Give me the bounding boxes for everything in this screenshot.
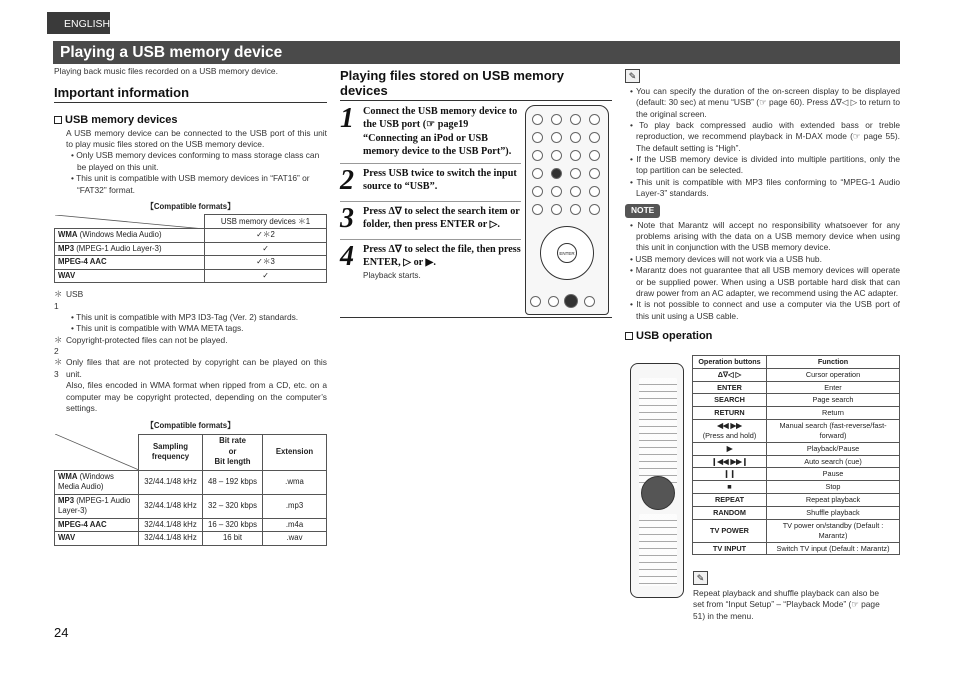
steps-heading: Playing files stored on USB memory devices bbox=[340, 69, 612, 101]
function-cell: Stop bbox=[767, 481, 900, 494]
table-row bbox=[55, 470, 327, 494]
remote-button-icon bbox=[532, 186, 543, 197]
remote-button-icon bbox=[570, 168, 581, 179]
diagonal-cell bbox=[55, 434, 139, 470]
table-cell: 32/44.1/48 kHz bbox=[139, 518, 203, 532]
function-cell: Cursor operation bbox=[767, 368, 900, 381]
play-button-icon bbox=[564, 294, 578, 308]
table-cell: .wav bbox=[263, 532, 327, 546]
table-cell: MPEG-4 AAC bbox=[55, 256, 205, 270]
remote-button-icon bbox=[551, 204, 562, 215]
button-cell: ❙❙ bbox=[693, 468, 767, 481]
usb-bullet: • This unit is compatible with USB memory devices in “FAT16” or “FAT32” format. bbox=[71, 173, 310, 195]
step-text: Press Δ∇ to select the file, then press ENTER, ▷ or ▶. bbox=[363, 244, 521, 269]
function-cell: Page search bbox=[767, 394, 900, 407]
table-cell: MP3 (MPEG-1 Audio Layer-3) bbox=[55, 242, 205, 256]
diagonal-line bbox=[55, 215, 205, 229]
col-operation: Operation buttons bbox=[693, 356, 767, 369]
bottom-note: Repeat playback and shuffle playback can also be set from “Input Setup” – “Playback Mode” (☞ page 51) in the menu. bbox=[693, 588, 880, 621]
enter-button-icon: ENTER bbox=[557, 243, 577, 263]
col-bitrate: Bit rate or Bit length bbox=[203, 434, 263, 470]
compatible-formats-table-1 bbox=[54, 214, 327, 283]
tip-item: • If the USB memory device is divided into multiple partitions, only the top partition can be selected. bbox=[630, 154, 900, 176]
remote-button-icon bbox=[589, 186, 600, 197]
function-cell: Enter bbox=[767, 381, 900, 394]
table-cell: 32 – 320 kbps bbox=[203, 494, 263, 518]
table-cell: WAV bbox=[55, 532, 139, 546]
page-subtitle: Playing back music files recorded on a USB memory device. bbox=[54, 66, 278, 76]
usb-operation-table bbox=[692, 355, 900, 555]
button-cell: TV INPUT bbox=[693, 542, 767, 555]
button-cell: ENTER bbox=[693, 381, 767, 394]
button-cell: Δ∇◁ ▷ bbox=[693, 368, 767, 381]
button-cell: SEARCH bbox=[693, 394, 767, 407]
remote-button-icon bbox=[532, 114, 543, 125]
usb-operation-heading: USB operation bbox=[636, 329, 713, 342]
table-row bbox=[55, 269, 327, 283]
table-row bbox=[55, 494, 327, 518]
important-heading: Important information bbox=[54, 86, 327, 103]
table-row bbox=[55, 532, 327, 546]
function-cell: Playback/Pause bbox=[767, 442, 900, 455]
tips-list bbox=[625, 86, 900, 199]
function-cell: Repeat playback bbox=[767, 494, 900, 507]
button-cell: TV POWER bbox=[693, 519, 767, 542]
table-row bbox=[693, 507, 900, 520]
cursor-ring-icon bbox=[641, 476, 675, 510]
remote-button-icon bbox=[589, 114, 600, 125]
remote-button-icon bbox=[589, 204, 600, 215]
table-cell: WMA (Windows Media Audio) bbox=[55, 470, 139, 494]
footnote-2: ＊2 Copyright-protected files can not be played. bbox=[54, 334, 228, 357]
table-cell: WAV bbox=[55, 269, 205, 283]
usb-bullet: • Only USB memory devices conforming to mass storage class can be played on this unit. bbox=[71, 150, 320, 172]
usb-devices-heading-row bbox=[54, 113, 327, 128]
step-number: 4 bbox=[340, 241, 354, 272]
remote-control-image bbox=[630, 363, 684, 598]
checkbox-icon bbox=[54, 116, 62, 124]
table-cell: .mp3 bbox=[263, 494, 327, 518]
button-cell: ■ bbox=[693, 481, 767, 494]
table-row bbox=[693, 368, 900, 381]
table-row bbox=[693, 542, 900, 555]
footnote-1: ＊1 USB bbox=[54, 289, 84, 311]
step-text: Press USB twice to switch the input source to “USB”. bbox=[363, 168, 517, 193]
table-cell: 32/44.1/48 kHz bbox=[139, 532, 203, 546]
footnote-3: ＊3 Only files that are not protected by copyright can be played on this unit. bbox=[54, 357, 327, 379]
table-row bbox=[693, 468, 900, 481]
table-row bbox=[693, 481, 900, 494]
table-row bbox=[693, 442, 900, 455]
remote-button-icon bbox=[532, 168, 543, 179]
warnings-list bbox=[625, 220, 900, 322]
remote-button-icon bbox=[570, 186, 581, 197]
function-cell: Switch TV input (Default : Marantz) bbox=[767, 542, 900, 555]
remote-button-icon bbox=[570, 204, 581, 215]
language-tab: ENGLISH bbox=[47, 12, 110, 34]
table-row bbox=[693, 519, 900, 542]
footnote-3-extra: Also, files encoded in WMA format when ripped from a CD, etc. on a computer may be copyright protected, depending on the computer’s settings. bbox=[66, 380, 327, 413]
compatible-formats-table-2 bbox=[54, 434, 327, 546]
table-cell: ✓ bbox=[205, 242, 327, 256]
table2-caption: 【Compatible formats】 bbox=[146, 421, 235, 431]
pencil-icon: ✎ bbox=[625, 69, 640, 83]
step-number: 2 bbox=[340, 165, 354, 196]
table-cell: MP3 (MPEG-1 Audio Layer-3) bbox=[55, 494, 139, 518]
table-row bbox=[693, 455, 900, 468]
remote-button-icon bbox=[532, 204, 543, 215]
left-column bbox=[54, 86, 327, 546]
remote-button-icon bbox=[570, 132, 581, 143]
footnote-bullet: • This unit is compatible with MP3 ID3-Tag (Ver. 2) standards. bbox=[71, 312, 299, 323]
usb-button-icon bbox=[551, 168, 562, 179]
remote-button-grid bbox=[639, 378, 677, 488]
remote-button-icon bbox=[551, 114, 562, 125]
note-badge: NOTE bbox=[625, 204, 660, 217]
remote-button-icon bbox=[551, 150, 562, 161]
table-row bbox=[693, 381, 900, 394]
pencil-icon: ✎ bbox=[693, 571, 708, 585]
footnotes bbox=[54, 289, 327, 414]
table-cell: 32/44.1/48 kHz bbox=[139, 494, 203, 518]
remote-illustration bbox=[525, 105, 609, 315]
col-sampling: Sampling frequency bbox=[139, 434, 203, 470]
step-text: Connect the USB memory device to the USB port (☞ page19 “Connecting an iPod or USB memory device to the USB Port”). bbox=[363, 106, 518, 157]
tip-item: • This unit is compatible with MP3 files conforming to “MPEG-1 Audio Layer-3” standards. bbox=[630, 176, 901, 199]
table-row bbox=[693, 394, 900, 407]
checkbox-icon bbox=[625, 332, 633, 340]
table-cell: ✓＊3 bbox=[205, 256, 327, 270]
usb-devices-intro: A USB memory device can be connected to the USB port of this unit to play music files stored on the USB memory device. bbox=[66, 127, 327, 150]
button-cell: ❙◀◀ ▶▶❙ bbox=[693, 455, 767, 468]
remote-button-icon bbox=[589, 168, 600, 179]
diagonal-cell bbox=[55, 215, 205, 229]
button-cell: REPEAT bbox=[693, 494, 767, 507]
page-number: 24 bbox=[54, 625, 69, 640]
table-cell: ✓ bbox=[205, 269, 327, 283]
warning-item: • Note that Marantz will accept no responsibility whatsoever for any problems arising with the data on a USB memory device when using this unit in conjunction with the USB memory device. bbox=[630, 219, 900, 253]
remote-button-icon bbox=[570, 114, 581, 125]
usb-operation-heading-row bbox=[625, 329, 900, 344]
remote-button-icon bbox=[532, 132, 543, 143]
table-cell: ✓＊2 bbox=[205, 229, 327, 243]
table-cell: MPEG-4 AAC bbox=[55, 518, 139, 532]
remote-button-icon bbox=[551, 132, 562, 143]
table1-caption: 【Compatible formats】 bbox=[146, 201, 235, 211]
button-cell: RETURN bbox=[693, 407, 767, 420]
table-row bbox=[55, 256, 327, 270]
table-cell: 48 – 192 kbps bbox=[203, 470, 263, 494]
table-row bbox=[693, 407, 900, 420]
function-cell: Return bbox=[767, 407, 900, 420]
step-3 bbox=[340, 202, 521, 240]
tip-item: • To play back compressed audio with extended bass or treble reproduction, we recommend playback in M-DAX mode (☞ page 55). The default setting is “High”. bbox=[630, 120, 901, 153]
col-function: Function bbox=[767, 356, 900, 369]
col-extension: Extension bbox=[263, 434, 327, 470]
step-text: Press Δ∇ to select the search item or folder, then press ENTER or ▷. bbox=[363, 206, 520, 231]
remote-buttons bbox=[526, 106, 609, 315]
table-row bbox=[55, 215, 327, 229]
function-cell: TV power on/standby (Default : Marantz) bbox=[767, 519, 900, 542]
remote-button-grid bbox=[639, 514, 677, 586]
table-row bbox=[55, 434, 327, 470]
table-row bbox=[693, 356, 900, 369]
remote-button-icon bbox=[548, 296, 559, 307]
table-cell: 16 bit bbox=[203, 532, 263, 546]
warning-item: • USB memory devices will not work via a USB hub. bbox=[630, 253, 822, 264]
right-column bbox=[625, 69, 900, 344]
warning-item: • It is not possible to connect and use a computer via the USB port of this unit using a USB cable. bbox=[630, 299, 900, 321]
remote-button-icon bbox=[570, 150, 581, 161]
function-cell: Pause bbox=[767, 468, 900, 481]
steps-list bbox=[340, 103, 521, 284]
table-cell: 32/44.1/48 kHz bbox=[139, 470, 203, 494]
middle-column bbox=[340, 69, 612, 101]
table-cell: WMA (Windows Media Audio) bbox=[55, 229, 205, 243]
page-title: Playing a USB memory device bbox=[53, 41, 900, 64]
table-header: USB memory devices ＊1 bbox=[205, 215, 327, 229]
table-row bbox=[55, 518, 327, 532]
step-number: 3 bbox=[340, 203, 354, 234]
function-cell: Auto search (cue) bbox=[767, 455, 900, 468]
table-row bbox=[55, 229, 327, 243]
step-subtext: Playback starts. bbox=[363, 270, 421, 280]
function-cell: Manual search (fast-reverse/fast-forward) bbox=[767, 420, 900, 443]
footnote-bullet: • This unit is compatible with WMA META tags. bbox=[71, 323, 244, 334]
table-row bbox=[55, 242, 327, 256]
button-cell: RANDOM bbox=[693, 507, 767, 520]
button-cell: ◀◀ ▶▶ (Press and hold) bbox=[693, 420, 767, 443]
step-1 bbox=[340, 103, 521, 164]
diagonal-line bbox=[55, 434, 139, 470]
function-cell: Shuffle playback bbox=[767, 507, 900, 520]
remote-button-icon bbox=[551, 186, 562, 197]
table-cell: .wma bbox=[263, 470, 327, 494]
remote-button-icon bbox=[532, 150, 543, 161]
step-4 bbox=[340, 240, 521, 284]
step-2 bbox=[340, 164, 521, 202]
table-row bbox=[693, 494, 900, 507]
table-cell: 16 – 320 kbps bbox=[203, 518, 263, 532]
button-cell: ▶ bbox=[693, 442, 767, 455]
remote-button-icon bbox=[589, 132, 600, 143]
table-row bbox=[693, 420, 900, 443]
steps-box bbox=[340, 103, 612, 318]
remote-button-icon bbox=[584, 296, 595, 307]
cursor-ring-icon bbox=[540, 226, 594, 280]
remote-button-icon bbox=[530, 296, 541, 307]
remote-button-icon bbox=[589, 150, 600, 161]
step-number: 1 bbox=[340, 103, 354, 134]
table-cell: .m4a bbox=[263, 518, 327, 532]
warning-item: • Marantz does not guarantee that all USB memory devices will operate or be supplied power. When using a USB portable hard disk that can draw power from an AC adapter, we recommend using the AC adapter. bbox=[630, 265, 900, 298]
usb-devices-heading: USB memory devices bbox=[65, 113, 178, 126]
tip-item: • You can specify the duration of the on-screen display to be displayed (default: 30 sec) at menu “USB” (☞ page 60). Press Δ∇◁ ▷ to return to the original screen. bbox=[630, 86, 901, 119]
note-badge-row bbox=[625, 204, 900, 217]
